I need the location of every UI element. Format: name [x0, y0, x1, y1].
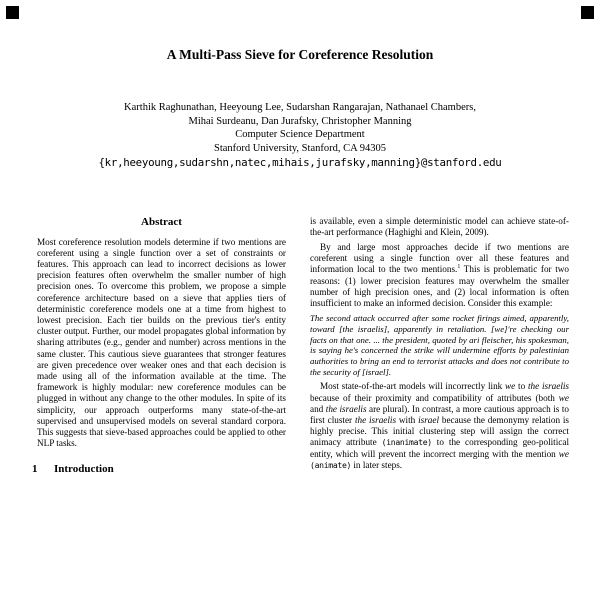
section-1-number: 1 — [32, 463, 38, 476]
right-column — [310, 216, 569, 475]
corner-marker-top-left-icon — [6, 6, 19, 19]
right-paragraph-2: By and large most approaches decide if two mentions are coreferent using a single function over all these features and information local to the two mentions.$^1$ This is problematic for two reasons: (1) lower precision features may overwhelm the smaller number of high precision ones, and (2) local information is often insufficient to make an informed decision. Consider this example: — [310, 241, 569, 308]
left-column — [32, 216, 291, 476]
section-1-title: Introduction — [54, 463, 114, 476]
author-block — [0, 101, 600, 170]
affiliation-university: Stanford University, Stanford, CA 94305 — [214, 142, 386, 154]
authors-line-2: Mihai Surdeanu, Dan Jurafsky, Christopher Manning — [188, 115, 412, 127]
section-1-heading — [32, 463, 291, 475]
abstract-text: Most coreference resolution models determine if two mentions are coreferent using a single function over a set of constraints or features. This approach can lead to incorrect decisions as lower precision features often overwhelm the smaller number of high precision ones. To overcome this problem, we propose a simple coreference architecture based on a sieve that applies tiers of deterministic coreference models one at a time from highest to lowest precision. Each tier builds on the previous tier's entity cluster output. Further, our model propagates global information by sharing attributes (e.g., gender and number) across mentions in the same cluster. This cautious sieve guarantees that stronger features are given precedence over weaker ones and that each decision is made using all of the information available at the time. The framework is highly modular: new coreference modules can be plugged in without any change to the other modules. In spite of its simplicity, our approach outperforms many state-of-the-art supervised and unsupervised models on several standard corpora. This suggests that sieve-based approaches could be applied to other NLP tasks. — [37, 236, 286, 449]
right-paragraph-1: is available, even a simple deterministic model can achieve state-of-the-art performance (Haghighi and Klein, 2009). — [310, 215, 569, 237]
author-emails: {kr,heeyoung,sudarshn,natec,mihais,jurafsky,manning}@stanford.edu — [98, 156, 502, 169]
affiliation-department: Computer Science Department — [235, 129, 365, 140]
paper-title: A Multi-Pass Sieve for Coreference Resolution — [166, 47, 434, 62]
abstract-heading: Abstract — [141, 215, 182, 228]
right-paragraph-3: Most state-of-the-art models will incorrectly link we to the israelis because of their proximity and compatibility of attributes (both we and the israelis are plural). In contrast, a more cautious approach is to first cluster the israelis with israel because the demonymy relation is highly precise. This initial clustering step will assign the correct animacy attribute (inanimate) to the corresponding geo-political entity, which will prevent the incorrect merging with the mention we (animate) in later steps. — [310, 381, 570, 470]
two-column-body — [0, 216, 600, 476]
corner-marker-top-right-icon — [581, 6, 594, 19]
authors-line-1: Karthik Raghunathan, Heeyoung Lee, Sudarshan Rangarajan, Nathanael Chambers, — [124, 102, 476, 113]
example-quote: The second attack occurred after some rocket firings aimed, apparently, toward [the israelis], apparently in retaliation. [we]'re checking our facts on that one. ... the president, quoted by ari fleischer, his spokesman, is saying he's concerned the strike will undermine efforts by palestinian authorities to bring an end to terrorist attacks and does not contribute to the security of [israel]. — [310, 313, 569, 377]
